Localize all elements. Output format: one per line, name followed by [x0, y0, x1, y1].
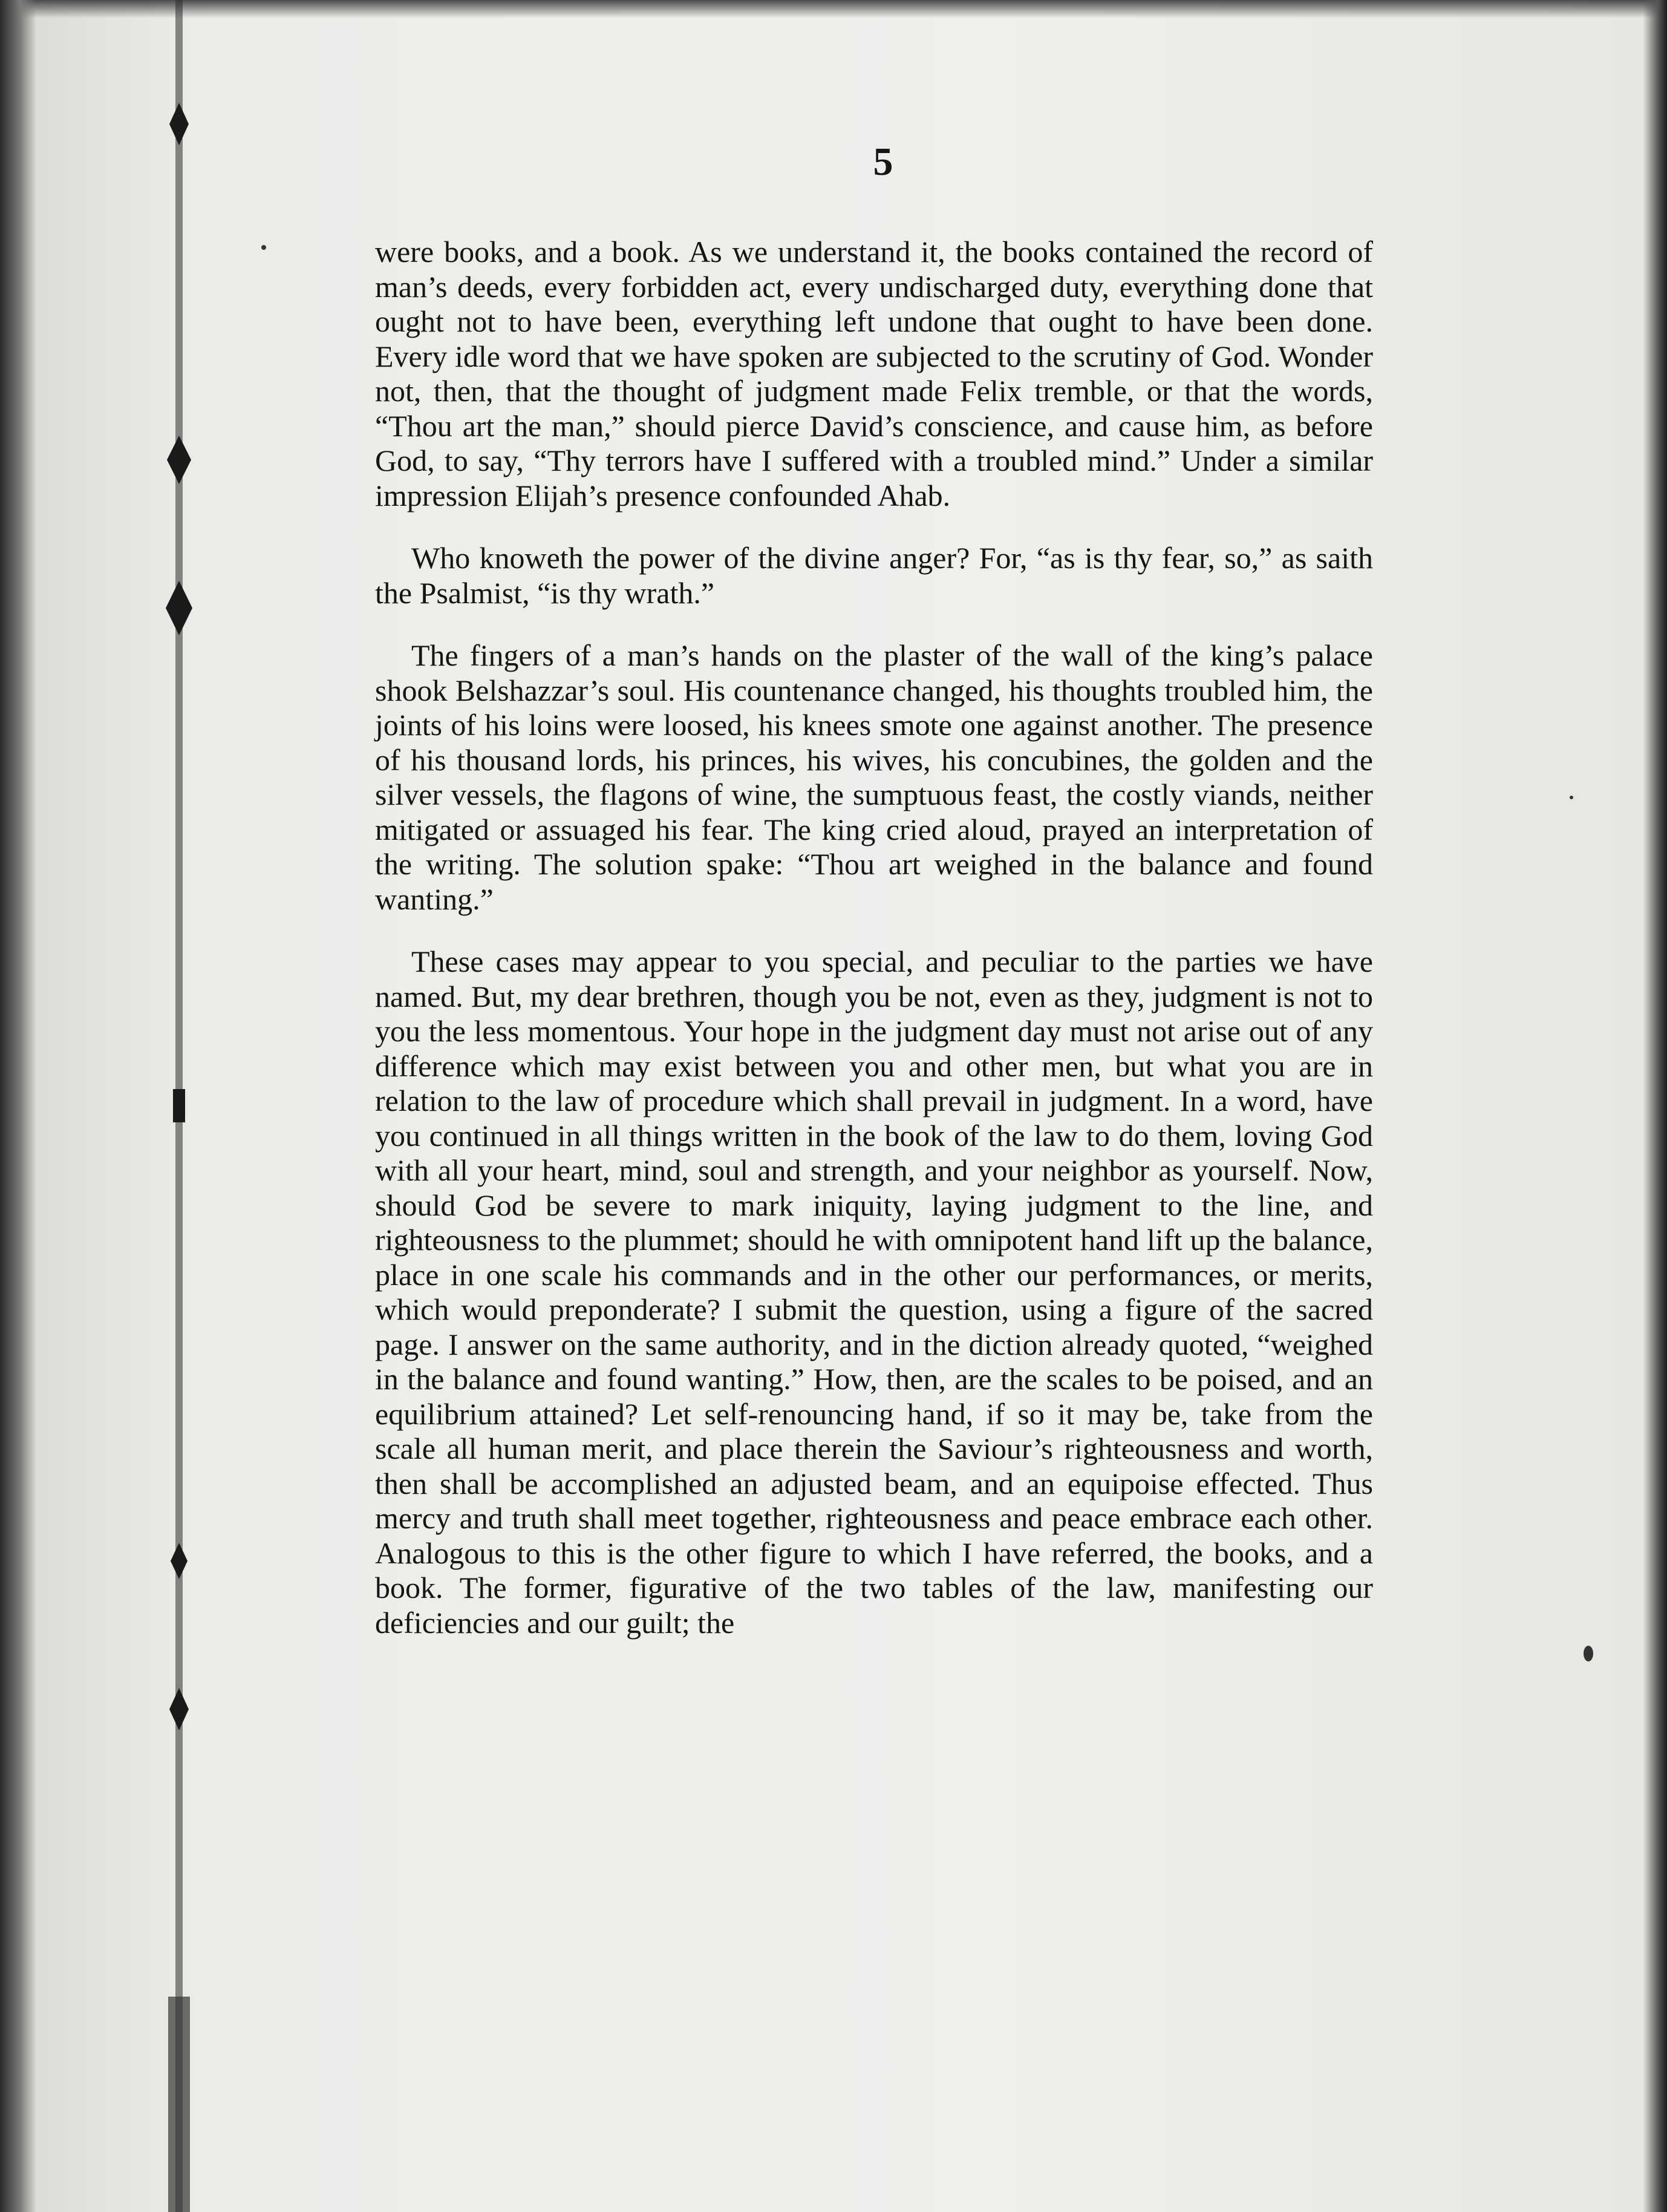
paragraph-4: These cases may appear to you special, and peculiar to the parties we have named. But, my dear brethren, though you be not, even as they, judgment is not to you the less momentous. Your hope in the judgment day must not arise out of any difference which may exist between you and other men, but what you are in relation to the law of procedure which shall prevail in judgment. In a word, have you continued in all things written in the book of the law to do them, loving God with all your heart, mind, soul and strength, and your neighbor as yourself. Now, should God be severe to mark iniquity, laying judgment to the line, and righteousness to the plummet; should he with omnipotent hand lift up the balance, place in one scale his commands and in the other our performances, or merits, which would preponderate? I submit the question, using a figure of the sacred page. I answer on the same authority, and in the diction already quoted, “weighed in the balance and found wanting.” How, then, are the scales to be poised, and an equilibrium attained? Let self-renouncing hand, if so it may be, take from the scale all human merit, and place therein the Saviour’s righteousness and worth, then shall be accomplished an adjusted beam, and an equipoise effected. Thus mercy and truth shall meet together, righteousness and peace embrace each other. Analogous to this is the other figure to which I have referred, the books, and a book. The former, figurative of the two tables of the law, manifesting our deficiencies and our guilt; the [375, 944, 1373, 1640]
paragraph-1: were books, and a book. As we understand it, the books contained the record of man’s deeds, every forbidden act, every undischarged duty, everything done that ought not to have been, everything left undone that ought to have been done. Every idle word that we have spoken are subjected to the scrutiny of God. Wonder not, then, that the thought of judgment made Felix tremble, or that the words, “Thou art the man,” should pierce David’s conscience, and cause him, as before God, to say, “Thy terrors have I suffered with a troubled mind.” Under a similar impression Elijah’s presence confounded Ahab. [375, 235, 1373, 512]
binding-stitch-marks [162, 0, 198, 2212]
top-edge-shadow [0, 0, 1667, 18]
ink-speck [1584, 1646, 1593, 1661]
ink-speck [1570, 796, 1573, 799]
body-text [375, 235, 1373, 1668]
page-number: 5 [873, 140, 893, 184]
paragraph-3: The fingers of a man’s hands on the plaster of the wall of the king’s palace shook Belshazzar’s soul. His countenance changed, his thoughts troubled him, the joints of his loins were loosed, his knees smote one against another. The presence of his thousand lords, his princes, his wives, his concubines, the golden and the silver vessels, the flagons of wine, the sumptuous feast, the costly viands, neither mitigated or assuaged his fear. The king cried aloud, prayed an interpretation of the writing. The solution spake: “Thou art weighed in the balance and found wanting.” [375, 638, 1373, 916]
right-edge-shadow [1643, 0, 1667, 2212]
paragraph-2: Who knoweth the power of the divine anger? For, “as is thy fear, so,” as saith the Psalmist, “is thy wrath.” [375, 541, 1373, 610]
ink-speck [261, 245, 266, 250]
left-edge-shadow [0, 0, 36, 2212]
